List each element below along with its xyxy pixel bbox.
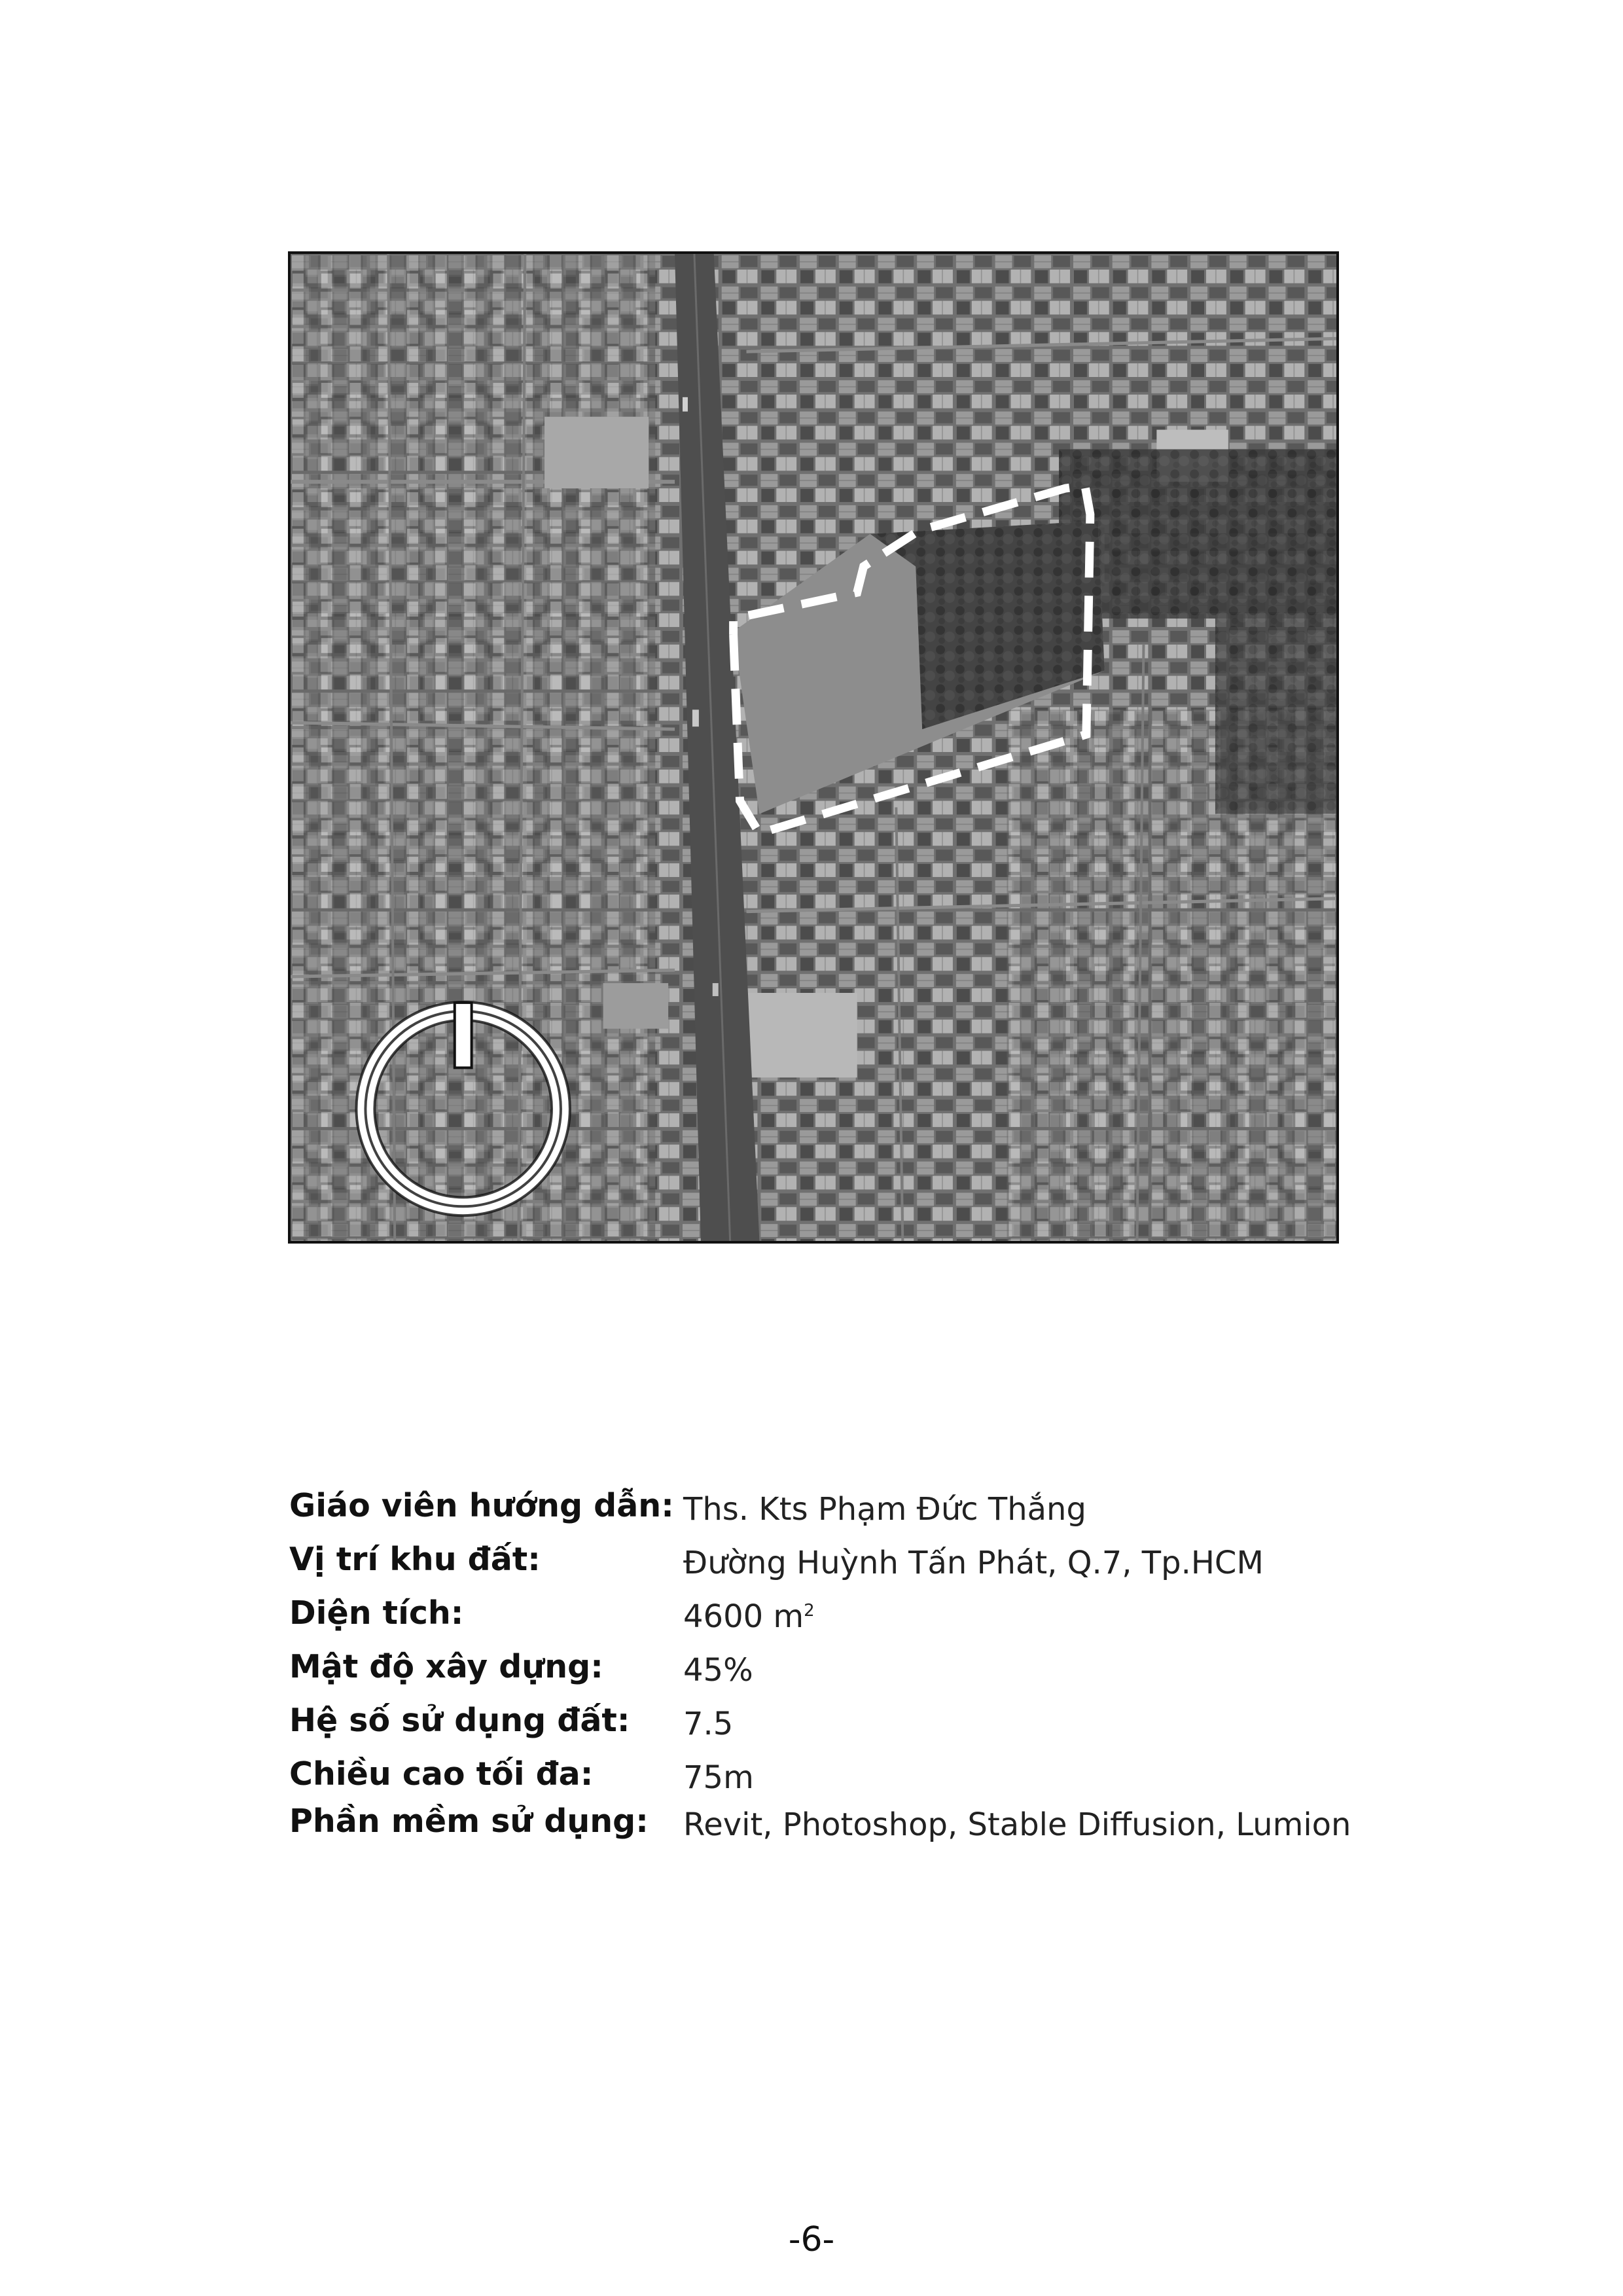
info-row-instructor bbox=[289, 1487, 1402, 1541]
info-row-far bbox=[289, 1702, 1402, 1755]
info-value-area bbox=[683, 1598, 815, 1635]
info-label: Vị trí khu đất: bbox=[289, 1541, 541, 1578]
info-row-max-height bbox=[289, 1755, 1402, 1803]
info-label: Diện tích: bbox=[289, 1594, 464, 1632]
info-row-software bbox=[289, 1803, 1402, 1856]
info-value: Đường Huỳnh Tấn Phát, Q.7, Tp.HCM bbox=[683, 1545, 1264, 1581]
area-number: 4600 m bbox=[683, 1598, 804, 1635]
info-value: 45% bbox=[683, 1652, 753, 1689]
info-value: 75m bbox=[683, 1759, 754, 1796]
info-row-location bbox=[289, 1541, 1402, 1594]
info-label: Chiều cao tối đa: bbox=[289, 1755, 594, 1793]
info-row-building-density bbox=[289, 1648, 1402, 1702]
info-label: Hệ số sử dụng đất: bbox=[289, 1702, 630, 1739]
aerial-photo bbox=[291, 254, 1336, 1241]
info-label: Phần mềm sử dụng: bbox=[289, 1803, 649, 1840]
info-value: Revit, Photoshop, Stable Diffusion, Lumion bbox=[683, 1806, 1351, 1843]
project-info-table bbox=[289, 1487, 1402, 1856]
info-label: Giáo viên hướng dẫn: bbox=[289, 1487, 674, 1524]
aerial-site-map bbox=[288, 251, 1339, 1244]
page-number: -6- bbox=[788, 2220, 835, 2259]
info-row-area bbox=[289, 1594, 1402, 1648]
info-value: 7.5 bbox=[683, 1706, 734, 1742]
info-label: Mật độ xây dựng: bbox=[289, 1648, 603, 1685]
info-value: Ths. Kts Phạm Đức Thắng bbox=[683, 1491, 1086, 1528]
area-unit-superscript: 2 bbox=[804, 1601, 815, 1621]
